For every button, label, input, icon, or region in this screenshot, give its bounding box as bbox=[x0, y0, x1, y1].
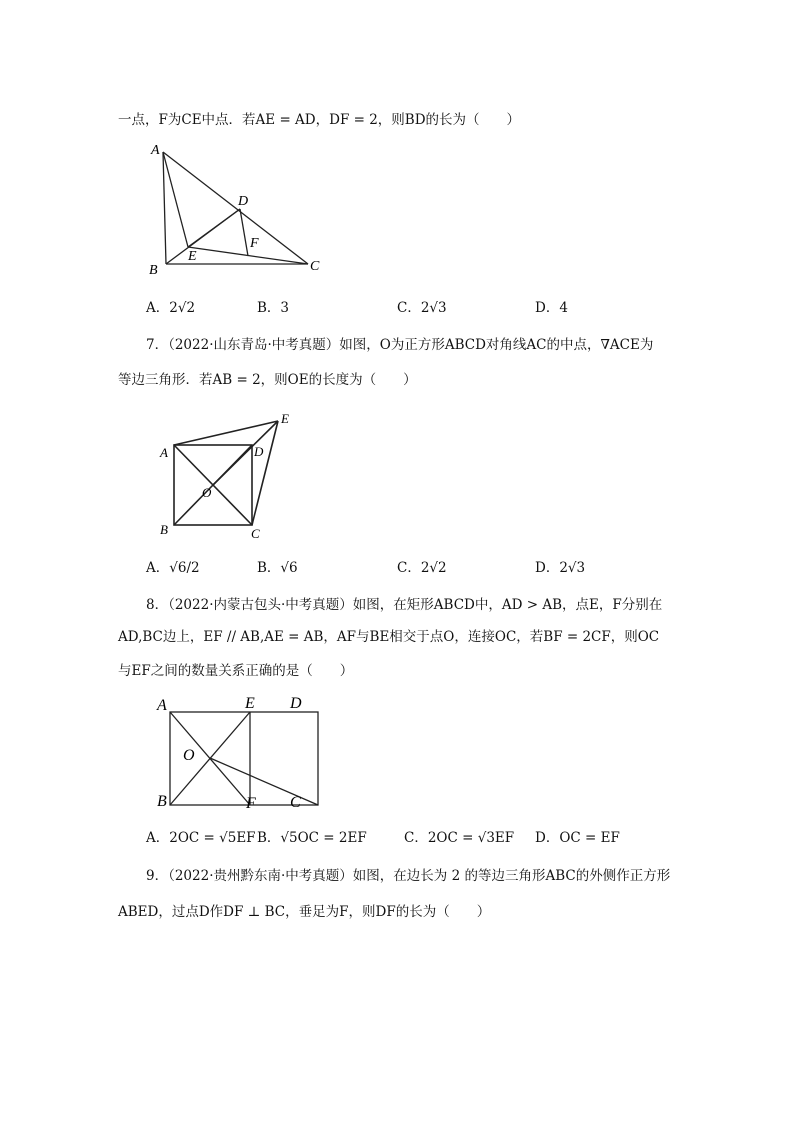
q8-label-F: F bbox=[246, 795, 256, 812]
q7-option-b-value: √6 bbox=[280, 560, 298, 576]
q6-option-a[interactable] bbox=[146, 296, 195, 316]
q6-label-C: C bbox=[310, 259, 320, 274]
q6-option-a-letter: A． bbox=[146, 300, 170, 316]
q7-option-b-letter: B． bbox=[257, 560, 281, 576]
q7-option-a[interactable] bbox=[146, 556, 200, 576]
q7-label-O: O bbox=[202, 485, 212, 500]
q8-option-c-letter: C． bbox=[404, 830, 428, 846]
q6-option-c-letter: C． bbox=[397, 300, 421, 316]
q8-option-b[interactable] bbox=[257, 826, 367, 846]
q8-label-A: A bbox=[157, 697, 167, 714]
q8-figure bbox=[150, 690, 320, 820]
q7-option-d-value: 2√3 bbox=[559, 560, 586, 576]
q7-option-d-letter: D． bbox=[535, 560, 560, 576]
q7-label-A: A bbox=[160, 445, 168, 460]
q8-option-d-value: OC = EF bbox=[559, 830, 620, 846]
q8-option-a[interactable] bbox=[146, 826, 256, 846]
q8-stem-line-2: AD,BC边上，EF // AB,AE = AB，AF与BE相交于点O，连接OC，若BF = 2CF，则OC bbox=[118, 629, 660, 645]
q6-option-d[interactable] bbox=[535, 296, 568, 316]
q8-label-D: D bbox=[290, 695, 302, 712]
q7-label-D: D bbox=[254, 444, 264, 459]
q8-option-b-letter: B． bbox=[257, 830, 281, 846]
q8-option-c[interactable] bbox=[404, 826, 514, 846]
q8-option-a-letter: A． bbox=[146, 830, 170, 846]
q8-stem-line-1: 8．（2022·内蒙古包头·中考真题）如图，在矩形ABCD中，AD > AB，点E，F分别在 bbox=[146, 597, 663, 613]
q7-option-a-letter: A． bbox=[146, 560, 170, 576]
q7-label-E: E bbox=[281, 411, 289, 426]
q6-label-A: A bbox=[151, 143, 160, 158]
q6-option-b-letter: B． bbox=[257, 300, 281, 316]
q7-option-c-value: 2√2 bbox=[420, 560, 447, 576]
q6-option-d-value: 4 bbox=[559, 300, 568, 316]
q7-option-c-letter: C． bbox=[397, 560, 421, 576]
q8-options bbox=[146, 826, 746, 848]
q6-options bbox=[146, 296, 746, 318]
q8-label-E: E bbox=[245, 695, 255, 712]
q7-figure bbox=[150, 405, 300, 545]
q8-option-d[interactable] bbox=[535, 826, 620, 846]
q8-label-O: O bbox=[183, 747, 195, 764]
q7-stem-line-2: 等边三角形．若AB = 2，则OE的长度为（ ） bbox=[118, 372, 417, 388]
q6-label-E: E bbox=[188, 249, 197, 264]
q6-figure bbox=[140, 140, 340, 280]
q6-label-D: D bbox=[238, 194, 249, 209]
q6-stem-line: 一点，F为CE中点．若AE = AD，DF = 2，则BD的长为（ ） bbox=[118, 112, 521, 128]
q7-option-d[interactable] bbox=[535, 556, 585, 576]
q8-option-b-value: √5OC = 2EF bbox=[280, 830, 367, 846]
q6-option-a-value: 2√2 bbox=[169, 300, 196, 316]
q6-option-d-letter: D． bbox=[535, 300, 560, 316]
q8-stem-line-3: 与EF之间的数量关系正确的是（ ） bbox=[118, 663, 354, 679]
q7-options bbox=[146, 556, 746, 578]
q8-option-d-letter: D． bbox=[535, 830, 560, 846]
q6-option-c[interactable] bbox=[397, 296, 447, 316]
q7-label-B: B bbox=[160, 522, 168, 537]
q6-option-b-value: 3 bbox=[280, 300, 290, 316]
q6-label-F: F bbox=[250, 236, 259, 251]
q8-label-B: B bbox=[157, 793, 167, 810]
q7-option-a-value: √6/2 bbox=[169, 560, 200, 576]
q9-stem-line-1: 9．（2022·贵州黔东南·中考真题）如图，在边长为 2 的等边三角形ABC的外侧作正方形 bbox=[146, 868, 671, 884]
q8-option-c-value: 2OC = √3EF bbox=[427, 830, 515, 846]
q8-option-a-value: 2OC = √5EF bbox=[169, 830, 256, 846]
q7-label-C: C bbox=[251, 526, 260, 541]
q7-stem-line-1: 7．（2022·山东青岛·中考真题）如图，O为正方形ABCD对角线AC的中点，∇ACE为 bbox=[146, 337, 654, 353]
q6-option-c-value: 2√3 bbox=[420, 300, 447, 316]
q9-stem-line-2: ABED，过点D作DF ⊥ BC，垂足为F，则DF的长为（ ） bbox=[118, 904, 491, 920]
q8-label-C: C bbox=[290, 794, 301, 811]
q7-option-c[interactable] bbox=[397, 556, 447, 576]
q7-option-b[interactable] bbox=[257, 556, 298, 576]
q6-option-b[interactable] bbox=[257, 296, 289, 316]
q6-label-B: B bbox=[149, 263, 158, 278]
